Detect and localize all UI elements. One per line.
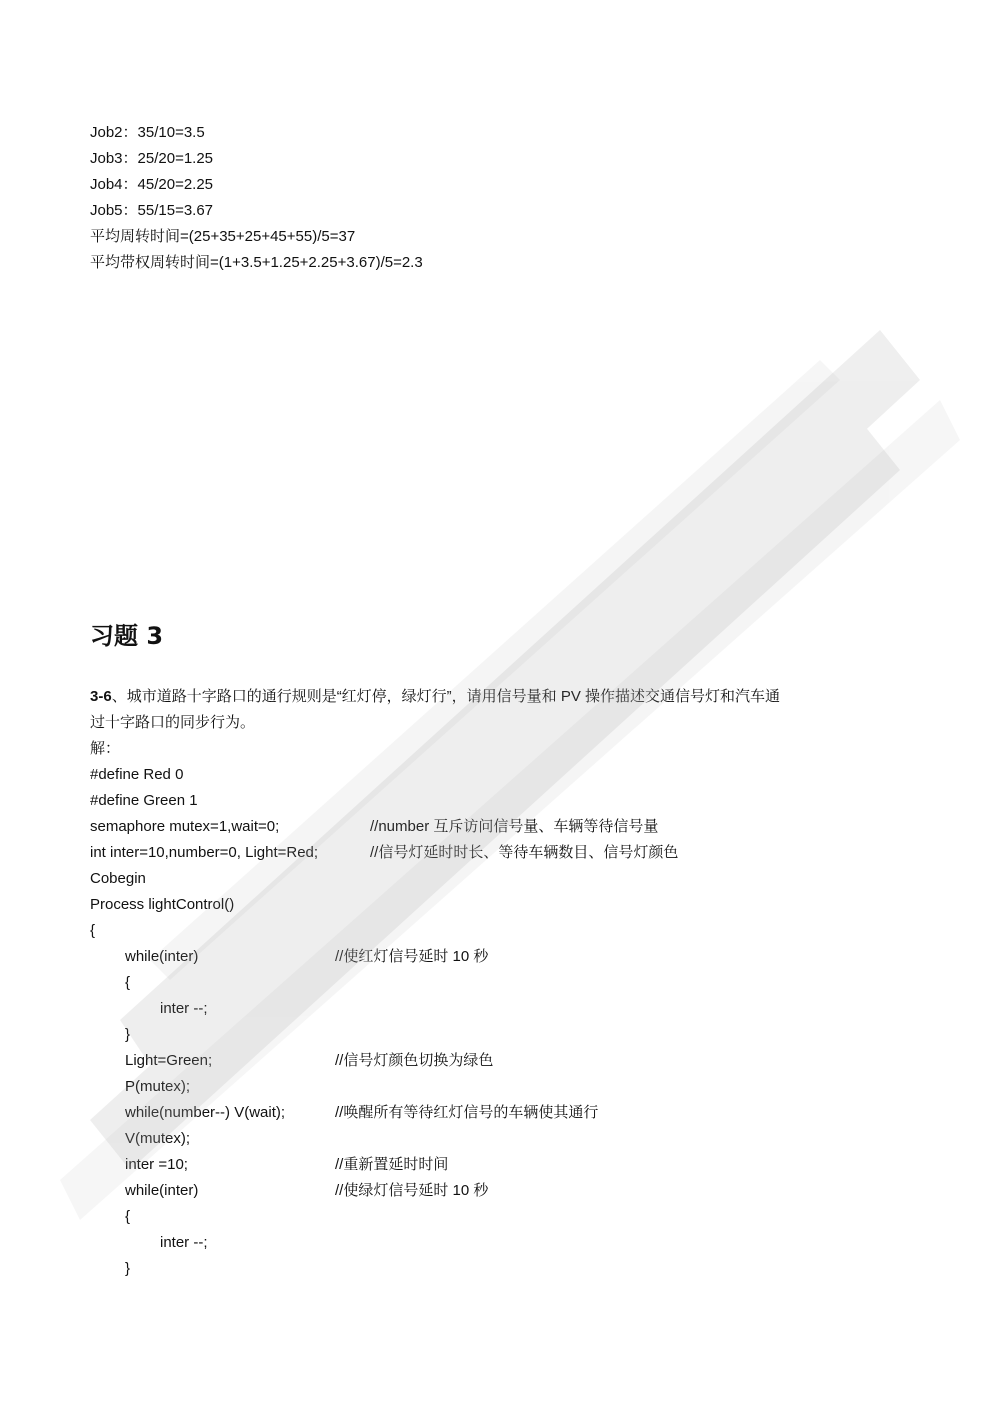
code-semaphore-comment: //number 互斥访问信号量、车辆等待信号量 <box>370 818 659 835</box>
code-dec1: inter --; <box>160 1000 208 1017</box>
code-inner-open2: { <box>125 1208 131 1225</box>
code-while-number: while(number--) V(wait); <box>125 1104 286 1121</box>
section-heading: 习题 3 <box>90 622 164 650</box>
code-inner-open1: { <box>125 974 131 991</box>
question-line-2: 过十字路口的同步行为。 <box>90 714 256 731</box>
question-number: 3-6 <box>90 688 112 705</box>
job4-line: Job4：45/20=2.25 <box>90 176 214 193</box>
question-line-1 <box>90 684 780 710</box>
code-inner-close2: } <box>125 1260 131 1277</box>
code-cobegin: Cobegin <box>90 870 146 887</box>
code-while-number-comment: //唤醒所有等待红灯信号的车辆使其通行 <box>335 1104 599 1121</box>
code-while2-comment: //使绿灯信号延时 10 秒 <box>335 1182 489 1199</box>
code-brace-open: { <box>90 922 96 939</box>
code-process: Process lightControl() <box>90 896 235 913</box>
avg-turnaround-line: 平均周转时间=(25+35+25+45+55)/5=37 <box>90 228 356 245</box>
code-inter-reset-comment: //重新置延时时间 <box>335 1156 449 1173</box>
code-v-mutex: V(mutex); <box>125 1130 191 1147</box>
job5-line: Job5：55/15=3.67 <box>90 202 214 219</box>
code-while2: while(inter) <box>125 1182 199 1199</box>
question-text-1: 、城市道路十字路口的通行规则是“红灯停，绿灯行”，请用信号量和 PV 操作描述交通信号灯和汽车通 <box>111 688 781 705</box>
code-dec2: inter --; <box>160 1234 208 1251</box>
code-light-green: Light=Green; <box>125 1052 213 1069</box>
code-int-comment: //信号灯延时时长、等待车辆数目、信号灯颜色 <box>370 844 679 861</box>
avg-weighted-turnaround-line: 平均带权周转时间=(1+3.5+1.25+2.25+3.67)/5=2.3 <box>90 254 423 271</box>
code-int-decl: int inter=10,number=0, Light=Red; <box>90 844 319 861</box>
code-semaphore: semaphore mutex=1,wait=0; <box>90 818 280 835</box>
code-light-green-comment: //信号灯颜色切换为绿色 <box>335 1052 494 1069</box>
code-define-red: #define Red 0 <box>90 766 184 783</box>
answer-label: 解： <box>90 740 121 757</box>
code-define-green: #define Green 1 <box>90 792 198 809</box>
job3-line: Job3：25/20=1.25 <box>90 150 214 167</box>
code-inter-reset: inter =10; <box>125 1156 188 1173</box>
job2-line: Job2：35/10=3.5 <box>90 124 205 141</box>
code-p-mutex: P(mutex); <box>125 1078 191 1095</box>
code-inner-close1: } <box>125 1026 131 1043</box>
code-while1-comment: //使红灯信号延时 10 秒 <box>335 948 489 965</box>
code-while1: while(inter) <box>125 948 199 965</box>
